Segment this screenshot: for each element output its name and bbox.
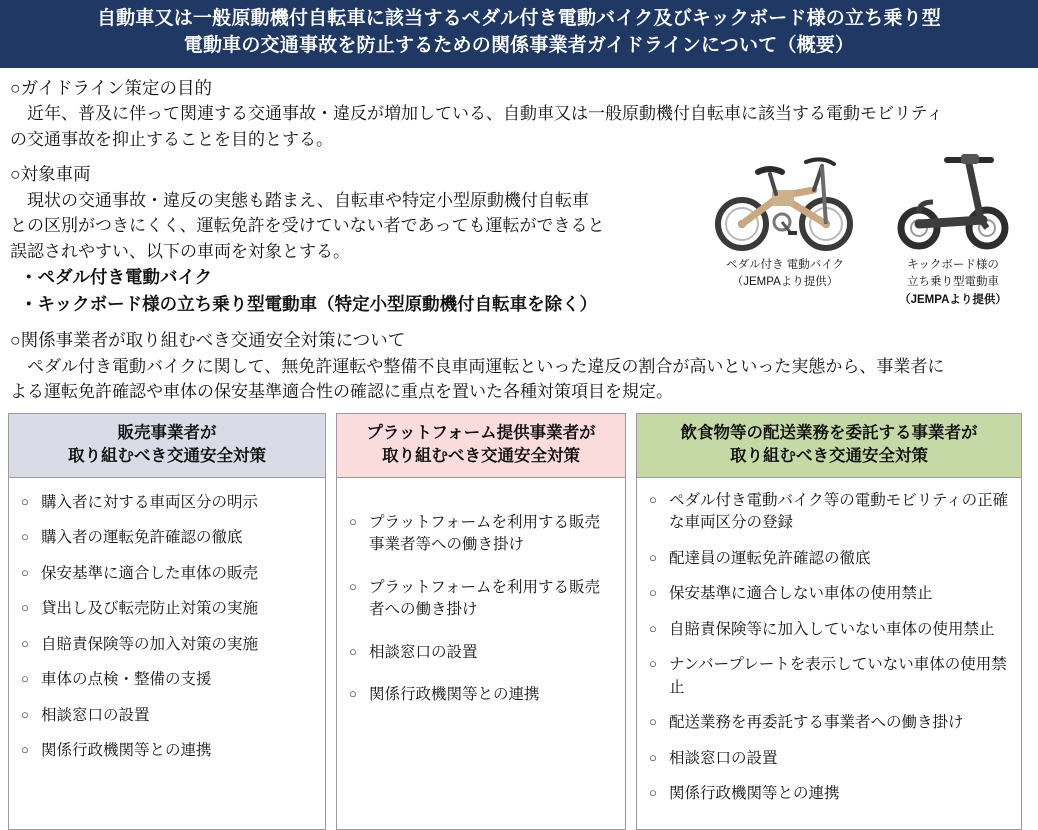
list-item — [21, 669, 315, 691]
list-item-label: 関係行政機関等との連携 — [669, 785, 840, 803]
list-item-label: 相談窓口の設置 — [41, 706, 150, 724]
list-item-label: 自賠責保険等の加入対策の実施 — [41, 635, 259, 653]
list-item-label: 配達員の運転免許確認の徹底 — [669, 549, 871, 567]
list-item — [349, 684, 615, 706]
list-item — [649, 654, 1011, 699]
sales-operators-list — [9, 478, 325, 829]
list-item-label: 相談窓口の設置 — [669, 749, 778, 767]
circle-marker-icon: ○ — [649, 585, 657, 601]
page-title-line-1: 自動車又は一般原動機付自転車に該当するペダル付き電動バイク及びキックボード様の立ち乗り型 — [96, 8, 942, 29]
list-item — [649, 619, 1011, 641]
circle-marker-icon: ○ — [21, 671, 29, 687]
sales-operators-title-line-2: 取り組むべき交通安全対策 — [68, 446, 266, 465]
section-targets-text-line-1: 現状の交通事故・違反の実態も踏まえ、自転車や特定小型原動機付自転車 — [27, 190, 590, 210]
sales-operators-title-line-1: 販売事業者が — [117, 423, 217, 442]
list-item-label: プラットフォームを利用する販売事業者等への働き掛け — [369, 514, 600, 554]
list-item — [649, 712, 1011, 734]
list-item — [649, 783, 1011, 805]
section-purpose-text-line-2: の交通事故を抑止することを目的とする。 — [10, 129, 333, 149]
circle-marker-icon: ○ — [21, 706, 29, 722]
scooter-caption-line-1: キックボード様の — [907, 258, 999, 271]
list-item-label: 購入者の運転免許確認の徹底 — [41, 529, 243, 547]
circle-marker-icon: ○ — [21, 564, 29, 580]
sales-operators-card-header — [9, 414, 325, 478]
section-targets-text-line-3: 誤認されやすい、以下の車両を対象とする。 — [10, 241, 350, 261]
target-bullet-1: ・ペダル付き電動バイク — [20, 267, 213, 288]
list-item-label: 保安基準に適合した車体の販売 — [41, 564, 259, 582]
scooter-caption-credit: （JEMPAより提供） — [899, 293, 1007, 306]
circle-marker-icon: ○ — [649, 749, 657, 765]
circle-marker-icon: ○ — [649, 549, 657, 565]
platform-operators-card-header — [337, 414, 625, 478]
circle-marker-icon: ○ — [21, 600, 29, 616]
pedal-bike-caption-line-1: ペダル付き 電動バイク — [726, 258, 844, 271]
section-measures-text-line-2: よる運転免許確認や車体の保安基準適合性の確認に重点を置いた各種対策項目を規定。 — [10, 382, 673, 402]
document-body — [0, 68, 1038, 405]
list-item — [349, 512, 615, 557]
list-item — [349, 577, 615, 622]
list-item-label: 車体の点検・整備の支援 — [41, 671, 212, 689]
list-item-label: 相談窓口の設置 — [369, 643, 478, 661]
target-bullet-2: ・キックボード様の立ち乗り型電動車（特定小型原動機付自転車を除く） — [20, 294, 598, 315]
page-title-banner — [0, 0, 1038, 68]
circle-marker-icon: ○ — [349, 643, 357, 659]
circle-marker-icon: ○ — [649, 656, 657, 672]
pedal-electric-bike-photo — [710, 146, 860, 309]
list-item-label: 保安基準に適合しない車体の使用禁止 — [669, 585, 933, 603]
pedal-electric-bike-illustration — [710, 146, 860, 256]
list-item — [21, 740, 315, 762]
scooter-caption-line-3 — [878, 293, 1028, 309]
food-delivery-title-line-1: 飲食物等の配送業務を委託する事業者が — [680, 423, 978, 442]
food-delivery-operators-card — [636, 413, 1022, 830]
sales-operators-card — [8, 413, 326, 830]
platform-operators-title-line-2: 取り組むべき交通安全対策 — [382, 446, 580, 465]
food-delivery-title-line-2: 取り組むべき交通安全対策 — [730, 446, 928, 465]
list-item — [649, 583, 1011, 605]
section-targets-title: ○対象車両 — [10, 164, 91, 185]
section-purpose-title: ○ガイドライン策定の目的 — [10, 77, 213, 98]
list-item — [21, 527, 315, 549]
list-item — [21, 705, 315, 727]
circle-marker-icon: ○ — [349, 514, 357, 529]
circle-marker-icon: ○ — [21, 494, 29, 509]
circle-marker-icon: ○ — [21, 742, 29, 758]
circle-marker-icon: ○ — [349, 686, 357, 702]
list-item — [21, 563, 315, 585]
page-title-line-2: 電動車の交通事故を防止するための関係事業者ガイドラインについて（概要） — [183, 34, 855, 56]
circle-marker-icon: ○ — [21, 635, 29, 651]
section-targets-text-line-2: との区別がつきにくく、運転免許を受けていない者であっても運転ができると — [10, 216, 605, 236]
section-measures-title: ○関係事業者が取り組むべき交通安全対策について — [10, 330, 406, 351]
list-item — [21, 492, 315, 514]
list-item-label: ペダル付き電動バイク等の電動モビリティの正確な車両区分の登録 — [669, 492, 1009, 532]
circle-marker-icon: ○ — [349, 578, 357, 594]
list-item — [649, 748, 1011, 770]
standing-electric-scooter-photo — [878, 146, 1028, 309]
section-measures-text-line-1: ペダル付き電動バイクに関して、無免許運転や整備不良車両運転といった違反の割合が高いといった実態から、事業者に — [27, 356, 945, 376]
pedal-bike-caption-line-2: （JEMPAより提供） — [731, 276, 839, 289]
list-item-label: 配送業務を再委託する事業者への働き掛け — [669, 714, 964, 732]
scooter-caption-line-2: 立ち乗り型電動車 — [907, 276, 999, 289]
list-item-label: ナンバープレートを表示していない車体の使用禁止 — [669, 656, 1007, 696]
list-item — [649, 490, 1011, 535]
list-item — [649, 548, 1011, 570]
platform-operators-list — [337, 478, 625, 829]
list-item-label: 自賠責保険等に加入していない車体の使用禁止 — [669, 620, 995, 638]
list-item — [21, 598, 315, 620]
food-delivery-operators-list — [637, 478, 1021, 829]
platform-operators-card — [336, 413, 626, 830]
standing-scooter-illustration — [883, 146, 1023, 256]
circle-marker-icon: ○ — [649, 714, 657, 730]
circle-marker-icon: ○ — [649, 785, 657, 801]
list-item-label: 関係行政機関等との連携 — [369, 686, 540, 704]
food-delivery-operators-card-header — [637, 414, 1021, 478]
list-item-label: 購入者に対する車両区分の明示 — [41, 494, 259, 511]
platform-operators-title-line-1: プラットフォーム提供事業者が — [366, 423, 596, 442]
section-purpose-text-line-1: 近年、普及に伴って関連する交通事故・違反が増加している、自動車又は一般原動機付自転車に該当する電動モビリティ — [27, 104, 944, 124]
list-item-label: 関係行政機関等との連携 — [41, 742, 212, 760]
circle-marker-icon: ○ — [649, 620, 657, 636]
list-item — [349, 642, 615, 664]
list-item-label: プラットフォームを利用する販売者への働き掛け — [369, 578, 600, 619]
list-item-label: 貸出し及び転売防止対策の実施 — [41, 600, 259, 618]
list-item — [21, 634, 315, 656]
circle-marker-icon: ○ — [649, 492, 657, 507]
circle-marker-icon: ○ — [21, 529, 29, 545]
photo-group — [698, 146, 1028, 309]
measures-card-group — [0, 413, 1038, 830]
